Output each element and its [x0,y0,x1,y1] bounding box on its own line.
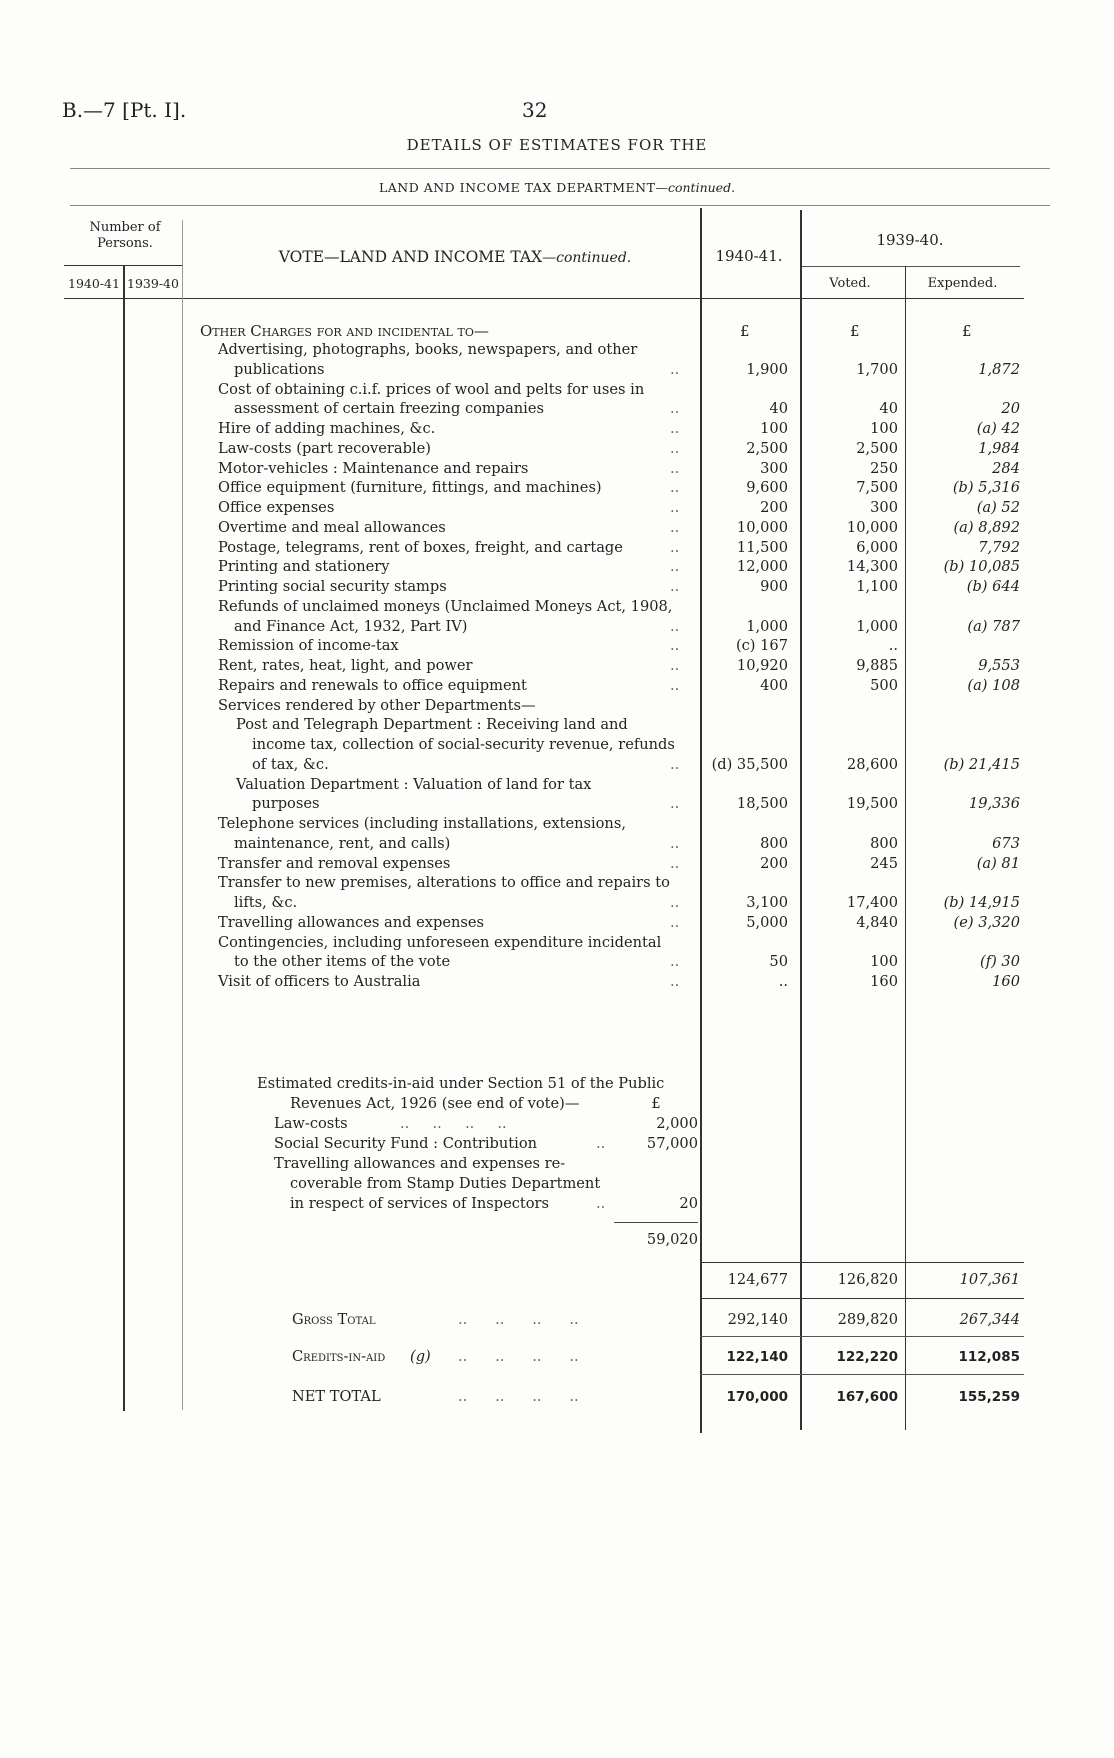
row-label: Valuation Department : Valuation of land for tax [236,775,592,793]
value-voted: 19,500 [846,795,898,813]
value-expended: 20 [1001,400,1020,418]
table-row: Hire of adding machines, &c. .. 100 100 (a) 42 [218,420,1020,437]
value-expended: (a) 81 [976,854,1020,872]
table-row: Travelling allowances and expenses .. 5,000 4,840 (e) 3,320 [218,913,1020,931]
total-label: NET TOTAL [292,1388,381,1405]
value-1940-41: 11,500 [736,538,788,556]
row-label: Overtime and meal allowances [218,518,446,536]
credit-item-amount: 2,000 [656,1115,698,1132]
table-row: and Finance Act, 1932, Part IV) .. 1,000 1,000 (a) 787 [234,617,1020,635]
row-label: income tax, collection of social-security revenue, refunds [252,736,675,753]
value-voted: 160 [870,973,898,990]
value-voted: 1,700 [856,360,898,378]
value-expended: 1,984 [978,439,1020,457]
value-1940-41: 12,000 [736,558,788,576]
total-1940-41: 292,140 [727,1311,788,1328]
value-expended: (e) 3,320 [953,913,1020,931]
credit-item-amount: 57,000 [646,1135,698,1152]
value-voted: 1,100 [856,578,898,595]
table-row: Overtime and meal allowances .. 10,000 10,000 (a) 8,892 [218,518,1020,536]
total-1940-41: 170,000 [726,1389,788,1405]
credit-travel-amount: 20 [679,1195,698,1212]
value-expended: (a) 42 [976,420,1020,437]
value-1940-41: 800 [760,834,788,852]
currency-expended: £ [962,322,972,340]
credit-travel-2: coverable from Stamp Duties Department [290,1175,601,1192]
year-1940-41: 1940-41. [715,247,783,265]
table-row: purposes .. 18,500 19,500 19,336 [252,795,1020,813]
persons-label: Number of Persons. [89,220,161,251]
total-footnote-marker: (g) [410,1348,431,1365]
credits-intro-2: Revenues Act, 1926 (see end of vote)— [290,1095,580,1112]
table-row [0,873,1114,893]
table-row: Transfer and removal expenses .. 200 245 (a) 81 [218,854,1020,872]
table-row: Visit of officers to Australia .. .. 160 160 [218,973,1020,990]
title-rule [70,168,1050,169]
credits-sum-rule [614,1222,698,1223]
value-voted: 300 [870,499,898,516]
value-1940-41: 40 [769,400,788,418]
credit-travel-3: in respect of services of Inspectors [290,1195,549,1212]
currency-1940-41: £ [740,322,750,340]
value-expended: (b) 5,316 [952,479,1020,497]
page-number: 32 [522,98,548,122]
row-label: Repairs and renewals to office equipment [218,676,527,694]
table-row [0,814,1114,834]
year-1939-40: 1939-40. [876,231,944,249]
value-1940-41: 18,500 [736,795,788,813]
credit-item-label: Social Security Fund : Contribution [274,1135,538,1152]
total-voted: 122,220 [836,1349,898,1365]
value-expended: (a) 787 [967,617,1020,635]
year-rule [800,266,1020,267]
subtotal-top-rule [700,1262,1024,1263]
table-row [0,340,1114,360]
expended-label: Expended. [927,276,998,291]
value-1940-41: 3,100 [746,894,788,911]
value-1940-41: 400 [760,676,788,694]
value-voted: 4,840 [856,913,898,931]
value-voted: 500 [870,676,898,694]
row-label: publications [234,360,325,378]
persons-year-1939-40: 1939-40 [127,276,179,291]
value-1940-41: 300 [760,459,788,477]
value-1940-41: 10,000 [736,518,788,536]
value-voted: 14,300 [846,558,898,576]
value-expended: 1,872 [978,360,1020,378]
value-expended: 7,792 [978,538,1020,556]
total-expended: 267,344 [959,1311,1020,1328]
value-expended: 160 [992,973,1020,990]
value-expended: 9,553 [978,657,1020,674]
value-voted: 245 [870,854,898,872]
value-expended: (b) 10,085 [943,558,1020,576]
row-label: Office expenses [218,499,335,516]
credits-rule [700,1374,1024,1375]
value-voted: 28,600 [846,755,898,773]
total-expended: 155,259 [958,1389,1020,1405]
table-row: Office expenses .. 200 300 (a) 52 [218,499,1020,516]
value-1940-41: 2,500 [746,439,788,457]
table-row: to the other items of the vote .. 50 100 (f) 30 [234,953,1020,971]
value-1940-41: 10,920 [736,657,788,674]
row-label: of tax, &c. [252,755,329,773]
value-expended: (a) 8,892 [953,518,1020,536]
header-bottom-rule [64,298,1024,299]
value-voted: 800 [870,834,898,852]
total-label: Gross Total [292,1311,376,1328]
table-row: Law-costs (part recoverable) .. 2,500 2,500 1,984 [218,439,1020,457]
total-expended: 112,085 [958,1349,1020,1365]
currency-voted: £ [850,322,860,340]
credits-in-aid-row: Credits-in-aid (g) .. .. .. .. 122,140 122,220 112,085 [0,1345,1114,1369]
value-voted: 250 [870,459,898,477]
row-label: Hire of adding machines, &c. [218,420,436,437]
value-voted: 10,000 [846,518,898,536]
value-1940-41: .. [778,973,788,990]
table-row: maintenance, rent, and calls) .. 800 800 673 [234,834,1020,852]
value-voted: 9,885 [856,657,898,674]
value-1940-41: 5,000 [746,913,788,931]
subtotal-voted: 126,820 [837,1271,898,1288]
table-row [0,380,1114,400]
row-label: Travelling allowances and expenses [218,913,484,931]
row-label: Refunds of unclaimed moneys (Unclaimed Moneys Act, 1908, [218,597,673,615]
row-label: Motor-vehicles : Maintenance and repairs [218,459,529,477]
row-label: Post and Telegraph Department : Receiving land and [236,716,628,734]
table-row: Repairs and renewals to office equipment .. 400 500 (a) 108 [218,676,1020,694]
value-voted: 7,500 [856,479,898,497]
subtotal-1940-41: 124,677 [727,1271,788,1288]
table-row: Motor-vehicles : Maintenance and repairs .. 300 250 284 [218,459,1020,477]
credit-item-label: Law-costs [274,1115,348,1132]
row-label: Office equipment (furniture, fittings, and machines) [218,479,602,497]
value-expended: (b) 14,915 [943,894,1020,911]
row-label: Transfer and removal expenses [218,854,451,872]
value-1940-41: 200 [760,499,788,516]
credit-travel-1: Travelling allowances and expenses re- [274,1155,566,1172]
credits-intro-1: Estimated credits-in-aid under Section 51 of the Public [257,1075,665,1092]
value-expended: (b) 644 [966,578,1020,595]
table-row: of tax, &c. .. (d) 35,500 28,600 (b) 21,415 [252,755,1020,773]
credits-currency: £ [651,1095,661,1112]
table-row [0,715,1114,735]
row-label: assessment of certain freezing companies [234,400,544,418]
row-label: Printing social security stamps [218,578,447,595]
table-row: Remission of income-tax .. (c) 167 .. [218,637,898,655]
table-row: Printing and stationery .. 12,000 14,300 (b) 10,085 [218,558,1020,576]
value-voted: 100 [870,953,898,971]
value-1940-41: 50 [769,953,788,971]
value-1940-41: 900 [760,578,788,595]
table-row: Postage, telegrams, rent of boxes, freight, and cartage .. 11,500 6,000 7,792 [218,538,1020,556]
section-heading: Other Charges for and incidental to— [200,322,489,340]
table-row [0,597,1114,617]
table-row: lifts, &c. .. 3,100 17,400 (b) 14,915 [234,894,1020,911]
subtotal-bottom-rule [700,1298,1024,1299]
document-reference: B.—7 [Pt. I]. [62,98,187,122]
value-expended: 284 [992,459,1020,477]
row-label: lifts, &c. [234,894,298,911]
row-label: to the other items of the vote [234,953,451,971]
subtitle-rule [70,205,1050,206]
row-label: purposes [252,795,320,813]
value-1940-41: (d) 35,500 [711,755,788,773]
value-expended: (a) 52 [976,499,1020,516]
row-label: Postage, telegrams, rent of boxes, freight, and cartage [218,538,623,556]
subtotal-expended: 107,361 [959,1271,1020,1288]
value-voted: 17,400 [846,894,898,911]
value-voted: .. [888,637,898,655]
total-voted: 289,820 [837,1311,898,1328]
table-row [0,735,1114,755]
row-label: Law-costs (part recoverable) [218,439,431,457]
row-label: Transfer to new premises, alterations to office and repairs to [218,874,670,892]
page-title: DETAILS OF ESTIMATES FOR THE [406,136,708,154]
gross-total-row: Gross Total .. .. .. .. 292,140 289,820 267,344 [0,1308,1114,1332]
table-row [0,696,1114,716]
value-voted: 1,000 [856,617,898,635]
total-1940-41: 122,140 [726,1349,788,1365]
persons-year-1940-41: 1940-41 [68,276,120,291]
row-label: Rent, rates, heat, light, and power [218,657,473,674]
row-label: Advertising, photographs, books, newspapers, and other [218,341,638,358]
table-row: assessment of certain freezing companies .. 40 40 20 [234,400,1020,418]
total-label: Credits-in-aid [292,1348,386,1365]
page-subtitle: LAND AND INCOME TAX DEPARTMENT—continued. [378,180,736,195]
row-label: Cost of obtaining c.i.f. prices of wool and pelts for uses in [218,380,645,398]
table-row: publications .. 1,900 1,700 1,872 [234,360,1020,378]
value-voted: 100 [870,420,898,437]
value-1940-41: 1,000 [746,617,788,635]
table-row [0,775,1114,795]
table-row: Rent, rates, heat, light, and power .. 10,920 9,885 9,553 [218,657,1020,674]
value-1940-41: 100 [760,420,788,437]
value-expended: 19,336 [968,795,1020,813]
value-expended: (b) 21,415 [943,755,1020,773]
value-voted: 6,000 [856,538,898,556]
row-label: Services rendered by other Departments— [218,696,536,714]
row-label: Printing and stationery [218,558,390,576]
value-1940-41: (c) 167 [735,637,788,655]
gross-rule [700,1336,1024,1337]
row-label: Remission of income-tax [218,637,399,655]
voted-label: Voted. [829,276,871,291]
value-1940-41: 200 [760,854,788,872]
row-label: Visit of officers to Australia [218,973,421,990]
value-voted: 40 [879,400,898,418]
table-row: Printing social security stamps .. 900 1,100 (b) 644 [218,578,1020,595]
total-voted: 167,600 [836,1389,898,1405]
table-row [0,933,1114,953]
net-total-row: NET TOTAL .. .. .. .. 170,000 167,600 155,259 [0,1385,1114,1409]
value-expended: (a) 108 [967,676,1020,694]
value-expended: (f) 30 [980,953,1020,971]
value-voted: 2,500 [856,439,898,457]
row-label: maintenance, rent, and calls) [234,834,451,852]
value-1940-41: 9,600 [746,479,788,497]
value-expended: 673 [992,834,1020,852]
row-label: Contingencies, including unforeseen expenditure incidental [218,933,662,951]
vote-title: VOTE—LAND AND INCOME TAX—continued. [278,248,632,266]
value-1940-41: 1,900 [746,360,788,378]
row-label: Telephone services (including installations, extensions, [218,815,626,832]
table-row: Office equipment (furniture, fittings, and machines) .. 9,600 7,500 (b) 5,316 [218,479,1020,497]
credits-total: 59,020 [646,1231,698,1248]
row-label: and Finance Act, 1932, Part IV) [234,617,468,635]
